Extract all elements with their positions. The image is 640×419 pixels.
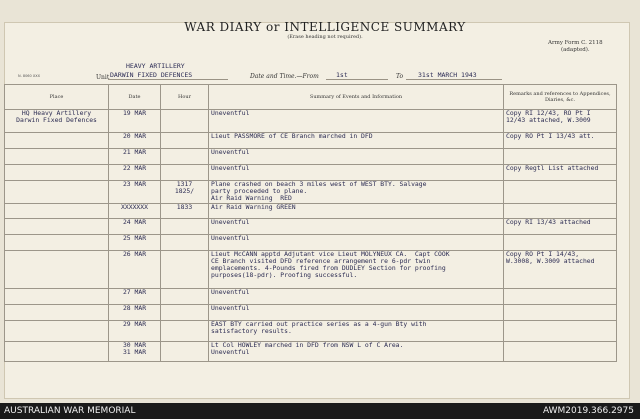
cell-place bbox=[5, 110, 109, 133]
form-subtitle: (Erase heading not required). bbox=[287, 34, 363, 40]
cell-date bbox=[109, 133, 161, 149]
date-text: 26 MAR bbox=[122, 250, 147, 258]
cell-remarks bbox=[504, 203, 617, 218]
cell-remarks bbox=[504, 165, 617, 181]
cell-place bbox=[5, 320, 109, 341]
date-text: 27 MAR bbox=[122, 288, 147, 296]
summary-text: Uneventful bbox=[211, 218, 250, 226]
table-row bbox=[5, 218, 617, 234]
cell-remarks bbox=[504, 181, 617, 204]
cell-place bbox=[5, 133, 109, 149]
from-underline bbox=[326, 79, 388, 80]
cell-hour bbox=[161, 149, 209, 165]
table-row bbox=[5, 165, 617, 181]
col-place: Place bbox=[5, 85, 109, 110]
cell-date bbox=[109, 304, 161, 320]
cell-hour bbox=[161, 218, 209, 234]
cell-summary bbox=[209, 165, 504, 181]
cell-date bbox=[109, 181, 161, 204]
archive-name: AUSTRALIAN WAR MEMORIAL bbox=[4, 406, 136, 416]
summary-text: EAST BTY carried out practice series as a 4-gun Bty with satisfactory results. bbox=[211, 320, 427, 335]
table-row bbox=[5, 234, 617, 250]
cell-place bbox=[5, 149, 109, 165]
summary-text: Uneventful bbox=[211, 234, 250, 242]
unit-line-1: HEAVY ARTILLERY bbox=[126, 62, 185, 70]
date-text: XXXXXXX bbox=[121, 203, 148, 211]
form-number-text: Army Form C. 2118 bbox=[548, 40, 603, 46]
date-text: 30 MAR 31 MAR bbox=[122, 341, 147, 356]
table-row bbox=[5, 304, 617, 320]
date-text: 24 MAR bbox=[122, 218, 147, 226]
cell-summary bbox=[209, 234, 504, 250]
table-row bbox=[5, 110, 617, 133]
date-text: 28 MAR bbox=[122, 304, 147, 312]
archive-footer bbox=[0, 403, 640, 419]
cell-date bbox=[109, 149, 161, 165]
cell-date bbox=[109, 234, 161, 250]
cell-place bbox=[5, 250, 109, 288]
table-row bbox=[5, 250, 617, 288]
remarks-text: Copy RI 13/43 attached bbox=[506, 218, 591, 226]
cell-summary bbox=[209, 320, 504, 341]
col-summary: Summary of Events and Information bbox=[209, 85, 504, 110]
remarks-text: Copy RI 12/43, RO Pt I 12/43 attached, W.3009 bbox=[506, 109, 591, 125]
cell-summary bbox=[209, 110, 504, 133]
cell-place bbox=[5, 203, 109, 218]
cell-hour bbox=[161, 234, 209, 250]
diary-body bbox=[5, 110, 617, 362]
date-text: 20 MAR bbox=[122, 132, 147, 140]
cell-place bbox=[5, 341, 109, 361]
cell-remarks bbox=[504, 288, 617, 304]
cell-date bbox=[109, 341, 161, 361]
date-text: 29 MAR bbox=[122, 320, 147, 328]
cell-summary bbox=[209, 288, 504, 304]
unit-label: Unit bbox=[96, 74, 110, 81]
date-text: 22 MAR bbox=[122, 164, 147, 172]
form-number bbox=[548, 40, 603, 54]
cell-place bbox=[5, 165, 109, 181]
summary-text: Uneventful bbox=[211, 304, 250, 312]
cell-hour bbox=[161, 341, 209, 361]
hour-text: 1317 1825/ bbox=[174, 180, 195, 196]
cell-date bbox=[109, 250, 161, 288]
date-from: 1st bbox=[336, 71, 348, 79]
cell-remarks bbox=[504, 250, 617, 288]
summary-text: Air Raid Warning GREEN bbox=[211, 203, 296, 211]
cell-hour bbox=[161, 110, 209, 133]
unit-line-2: DARWIN FIXED DEFENCES bbox=[110, 71, 193, 79]
cell-remarks bbox=[504, 341, 617, 361]
summary-text: Lieut McCANN apptd Adjutant vice Lieut MOLYNEUX CA. Capt COOK CE Branch visited DFD reference arrangement re 6-pdr twin emplacements. 4-Pounds fired from DUDLEY Section for proofing purposes(18-pdr). Proofing successful. bbox=[211, 250, 450, 280]
cell-remarks bbox=[504, 234, 617, 250]
cell-date bbox=[109, 218, 161, 234]
summary-text: Lieut PASSMORE of CE Branch marched in DFD bbox=[211, 132, 373, 140]
cell-date bbox=[109, 320, 161, 341]
table-row bbox=[5, 320, 617, 341]
cell-remarks bbox=[504, 320, 617, 341]
remarks-text: Copy Regtl List attached bbox=[506, 164, 599, 172]
cell-summary bbox=[209, 149, 504, 165]
cell-summary bbox=[209, 133, 504, 149]
summary-text: Uneventful bbox=[211, 288, 250, 296]
header-row bbox=[5, 85, 617, 110]
table-row bbox=[5, 203, 617, 218]
cell-hour bbox=[161, 304, 209, 320]
remarks-text: Copy RO Pt I 14/43, W.3008, W.3009 attached bbox=[506, 250, 595, 265]
cell-place bbox=[5, 181, 109, 204]
summary-text: Lt Col HOWLEY marched in DFD from NSW L of C Area. Uneventful bbox=[211, 341, 404, 356]
archive-reference: AWM2019.366.2975 bbox=[542, 406, 634, 416]
table-row bbox=[5, 341, 617, 361]
date-text: 21 MAR bbox=[122, 148, 147, 156]
remarks-text: Copy RO Pt I 13/43 att. bbox=[506, 132, 595, 140]
cell-place bbox=[5, 288, 109, 304]
table-row bbox=[5, 181, 617, 204]
cell-hour bbox=[161, 181, 209, 204]
cell-summary bbox=[209, 218, 504, 234]
col-date: Date bbox=[109, 85, 161, 110]
to-underline bbox=[406, 79, 502, 80]
date-text: 23 MAR bbox=[122, 180, 147, 188]
cell-remarks bbox=[504, 304, 617, 320]
col-hour: Hour bbox=[161, 85, 209, 110]
date-to: 31st MARCH 1943 bbox=[418, 71, 477, 79]
cell-summary bbox=[209, 203, 504, 218]
cell-date bbox=[109, 203, 161, 218]
date-text: 25 MAR bbox=[122, 234, 147, 242]
date-time-label: Date and Time.—From bbox=[250, 73, 319, 80]
summary-text: Uneventful bbox=[211, 148, 250, 156]
cell-summary bbox=[209, 341, 504, 361]
diary-table bbox=[4, 84, 617, 362]
cell-summary bbox=[209, 304, 504, 320]
place-text: HQ Heavy Artillery Darwin Fixed Defences bbox=[16, 109, 97, 125]
cell-remarks bbox=[504, 218, 617, 234]
cell-place bbox=[5, 234, 109, 250]
date-to-label: To bbox=[396, 73, 404, 80]
table-row bbox=[5, 288, 617, 304]
cell-place bbox=[5, 218, 109, 234]
cell-remarks bbox=[504, 133, 617, 149]
cell-summary bbox=[209, 250, 504, 288]
hour-text: 1833 bbox=[176, 203, 193, 211]
summary-text: Uneventful bbox=[211, 164, 250, 172]
summary-text: Uneventful bbox=[211, 109, 250, 117]
col-remarks: Remarks and references to Appendices, Diaries, &c. bbox=[504, 85, 617, 110]
cell-remarks bbox=[504, 110, 617, 133]
cell-place bbox=[5, 304, 109, 320]
cell-hour bbox=[161, 165, 209, 181]
cell-date bbox=[109, 110, 161, 133]
cell-hour bbox=[161, 288, 209, 304]
cell-summary bbox=[209, 181, 504, 204]
cell-hour bbox=[161, 203, 209, 218]
cell-date bbox=[109, 288, 161, 304]
table-row bbox=[5, 133, 617, 149]
cell-remarks bbox=[504, 149, 617, 165]
cell-hour bbox=[161, 320, 209, 341]
cell-hour bbox=[161, 133, 209, 149]
summary-text: Plane crashed on beach 3 miles west of WEST BTY. Salvage party proceeded to plane. Air Raid Warning RED bbox=[211, 180, 427, 203]
form-title: WAR DIARY or INTELLIGENCE SUMMARY bbox=[184, 20, 466, 34]
form-adapted-text: (adapted). bbox=[560, 47, 590, 53]
date-text: 19 MAR bbox=[122, 109, 147, 117]
cell-hour bbox=[161, 250, 209, 288]
cell-date bbox=[109, 165, 161, 181]
unit-underline bbox=[108, 79, 228, 80]
table-row bbox=[5, 149, 617, 165]
form-small-code: N. 8060 XXX bbox=[18, 74, 41, 78]
